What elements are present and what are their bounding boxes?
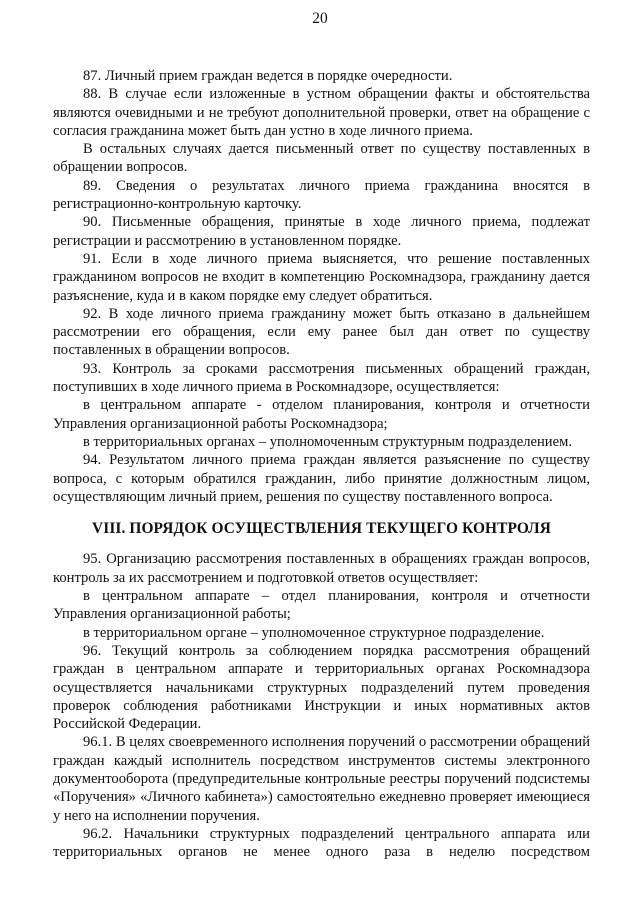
document-body <box>53 67 590 861</box>
page-number: 20 <box>312 10 328 27</box>
paragraph-87: 87. Личный прием граждан ведется в порядке очередности. <box>83 68 453 84</box>
section-heading: VIII. ПОРЯДОК ОСУЩЕСТВЛЕНИЯ ТЕКУЩЕГО КОНТРОЛЯ <box>92 520 551 538</box>
paragraph-93: 93. Контроль за сроками рассмотрения письменных обращений граждан, поступивших в ходе личного приема в Роскомнадзоре, осуществляется: <box>53 360 590 396</box>
paragraph-95: 95. Организацию рассмотрения поставленных в обращениях граждан вопросов, контроль за их рассмотрением и подготовкой ответов осуществляет: <box>53 551 590 586</box>
paragraph-96-1: 96.1. В целях своевременного исполнения поручений о рассмотрении обращений граждан каждый исполнитель посредством инструментов системы электронного документооборота (предупредительные контрольные реестры поручений подсистемы «Поручения» «Личного кабинета») самостоятельно ежедневно проверяет имеющиеся у него на исполнении поручения. <box>53 734 590 824</box>
paragraph-95-territorial: в территориальном органе – уполномоченное структурное подразделение. <box>83 624 545 641</box>
paragraph-93-central: в центральном аппарате - отделом планирования, контроля и отчетности Управления организационной работы Роскомнадзора; <box>53 397 590 432</box>
paragraph-92: 92. В ходе личного приема гражданину может быть отказано в дальнейшем рассмотрении его обращения, если ему ранее был дан ответ по существу поставленных в обращении вопросов. <box>53 305 590 359</box>
paragraph-89: 89. Сведения о результатах личного приема гражданина вносятся в регистрационно-контрольную карточку. <box>53 177 590 213</box>
paragraph-88: 88. В случае если изложенные в устном обращении факты и обстоятельства являются очевидными и не требуют дополнительной проверки, ответ на обращение с согласия гражданина может быть дан устно в ходе личного приема. <box>53 86 590 139</box>
paragraph-91: 91. Если в ходе личного приема выясняется, что решение поставленных гражданином вопросов не входит в компетенцию Роскомнадзора, гражданину дается разъяснение, куда и в каком порядке ему следует обратиться. <box>53 250 590 304</box>
paragraph-88-continued: В остальных случаях дается письменный ответ по существу поставленных в обращении вопросов. <box>53 141 590 176</box>
paragraph-96-2: 96.2. Начальники структурных подразделений центрального аппарата или территориальных органов не менее одного раза в неделю посредством <box>53 825 590 861</box>
paragraph-90: 90. Письменные обращения, принятые в ходе личного приема, подлежат регистрации и рассмотрению в установленном порядке. <box>53 214 590 249</box>
paragraph-94: 94. Результатом личного приема граждан является разъяснение по существу вопроса, с которым обратился гражданин, либо принятие должностным лицом, осуществляющим личный прием, решения по существу поставленного вопроса. <box>53 452 590 505</box>
paragraph-95-central: в центральном аппарате – отдел планирования, контроля и отчетности Управления организационной работы; <box>53 588 590 623</box>
paragraph-93-territorial: в территориальных органах – уполномоченным структурным подразделением. <box>83 433 572 450</box>
paragraph-96: 96. Текущий контроль за соблюдением порядка рассмотрения обращений граждан в центральном аппарате и территориальных органах Роскомнадзора осуществляется начальниками структурных подразделений путем проведения проверок соблюдения работниками Инструкции и иных нормативных актов Российской Федерации. <box>53 642 590 733</box>
